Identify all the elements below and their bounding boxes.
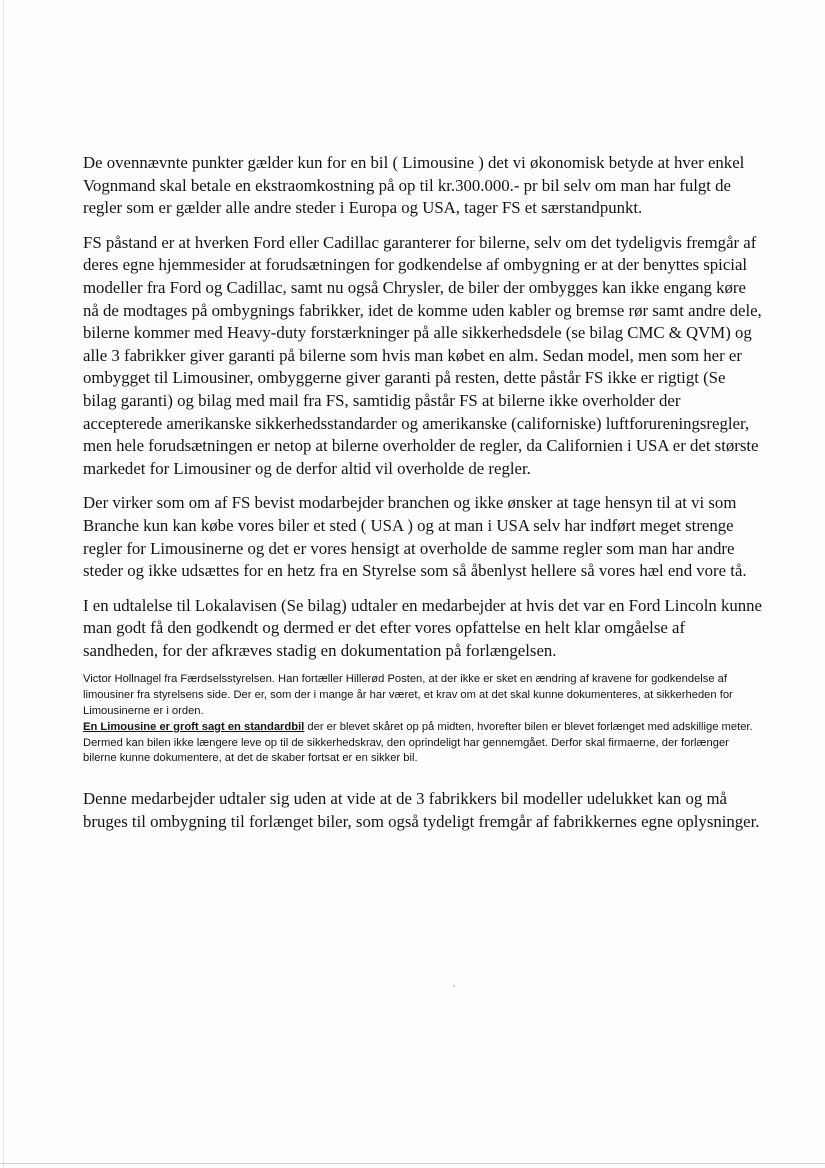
quote-rest: der er blevet skåret op på midten, hvorefter bilen er blevet forlænget med adskillige meter. Dermed kan bilen ikke længere leve op til de sikkerhedskrav, den oprindeligt har gennemgået. Derfor skal firmaerne, der forlænger bilerne kunne dokumentere, at det de skaber fortsat er en sikker bil. bbox=[83, 720, 753, 765]
document-body bbox=[83, 152, 763, 833]
scan-speck bbox=[453, 985, 455, 987]
scan-edge-bottom bbox=[0, 1163, 825, 1164]
quote-intro: Victor Hollnagel fra Færdselsstyrelsen. Han fortæller Hillerød Posten, at der ikke er sket en ændring af kravene for godkendelse af limousiner fra styrelsens side. Der er, som der i mange år har været, et krav om at det skal kunne dokumenteres, at sikkerheden for Limousinerne er i orden. bbox=[83, 673, 733, 718]
paragraph-industry: Der virker som om af FS bevist modarbejder branchen og ikke ønsker at tage hensyn til at vi som Branche kun kan købe vores biler et sted ( USA ) og at man i USA selv har indført meget strenge regler for Limousinerne og det er vores hensigt at overholde de samme regler som man har andre steder og ikke udsættes for en hetz fra en Styrelse som så åbenlyst hellere så vores hæl end vore tå. bbox=[83, 493, 747, 581]
paragraph-cost: De ovennævnte punkter gælder kun for en bil ( Limousine ) det vi økonomisk betyde at hver enkel Vognmand skal betale en ekstraomkostning på op til kr.300.000.- pr bil selv om man har fulgt de regler som er gælder alle andre steder i Europa og USA, tager FS et særstandpunkt. bbox=[83, 153, 745, 218]
paragraph-local-paper: I en udtalelse til Lokalavisen (Se bilag) udtaler en medarbejder at hvis det var en Ford Lincoln kunne man godt få den godkendt og dermed er det efter vores opfattelse en helt klar omgåelse af sandheden, for der afkræves stadig en dokumentation på forlængelsen. bbox=[83, 595, 762, 660]
paragraph-fs-claim: FS påstand er at hverken Ford eller Cadillac garanterer for bilerne, selv om det tydeligvis fremgår af deres egne hjemmesider at forudsætningen for godkendelse af ombygning er at der benyttes spicial modeller fra Ford og Cadillac, samt nu også Chrysler, de biler der ombygges kan ikke engang køre nå de modtages på ombygnings fabrikker, idet de komme uden kabler og bremse rør samt andre dele, bilerne kommer med Heavy-duty forstærkninger på alle sikkerhedsdele (se bilag CMC & QVM) og alle 3 fabrikker giver garanti på bilerne som hvis man købet en alm. Sedan model, men som her er ombygget til Limousiner, ombyggerne giver garanti på resten, dette påstår FS ikke er rigtigt (Se bilag garanti) og bilag med mail fra FS, samtidig påstår FS at bilerne ikke overholder der accepterede amerikanske sikkerhedsstandarder og amerikanske (californiske) luftforureningsregler, men hele forudsætningen er netop at bilerne overholder de regler, da Californien i USA er det største markedet for Limousiner og de derfor altid vil overholde de regler. bbox=[83, 232, 762, 478]
quote-lead: En Limousine er groft sagt en standardbil bbox=[83, 720, 305, 733]
quote-body bbox=[83, 720, 763, 767]
paragraph-employee: Denne medarbejder udtaler sig uden at vide at de 3 fabrikkers bil modeller udelukket kan og må bruges til ombygning til forlænget biler, som også tydeligt fremgår af fabrikkernes egne oplysninger. bbox=[83, 789, 760, 831]
scan-edge-left bbox=[3, 0, 4, 1168]
